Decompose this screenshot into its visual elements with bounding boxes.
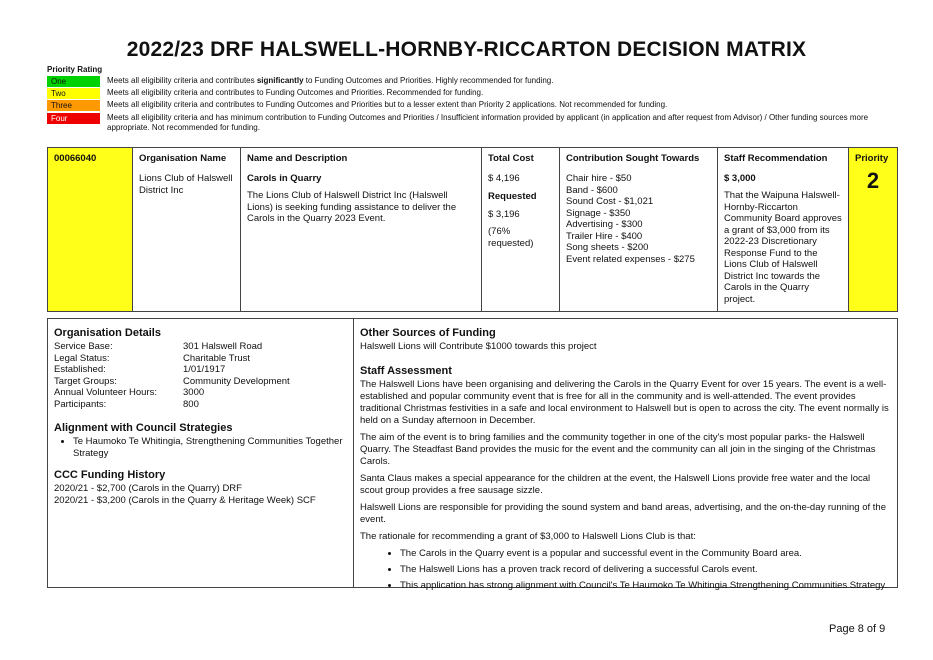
detail-key: Participants: [54,398,107,410]
list-item: Chair hire - $50 [566,173,632,184]
assessment-paragraph: The Halswell Lions have been organising and delivering the Carols in the Quarry Event for over 15 years. The event is a well-established and popular community event that is free for all in the community and is well-attended. The event provides traditional Christmas festivities in a safe and local environment to Halswell but is open to across the city. The event normally is held on a Sunday afternoon in December. [360,378,889,426]
priority-cell [849,148,898,312]
priority-swatch: Four [47,113,100,124]
contribution-cell [560,148,718,312]
staff-recommendation-cell [718,148,849,312]
organisation-details-panel [48,319,354,587]
list-item: • The Carols in the Quarry event is a popular and successful event in the Community Board area. [400,548,891,560]
decision-matrix-table [47,147,898,312]
priority-swatch: Three [47,100,100,111]
priority-description: Meets all eligibility criteria and has minimum contribution to Funding Outcomes and Priorities / Insufficient information provided by applicant (in application and after request from Advisor) / Other funding sources more appropriate. Not recommended for funding. [107,113,869,132]
list-item: • The Halswell Lions has a proven track record of delivering a successful Carols event. [400,564,891,576]
alignment-title: Alignment with Council Strategies [54,422,233,434]
detail-value: 301 Halswell Road [183,341,263,352]
priority-level-one [47,76,877,87]
priority-value: 2 [866,168,880,193]
org-name: Lions Club of Halswell District Inc [139,173,233,196]
detail-key: Legal Status: [54,352,110,364]
staff-amount: $ 3,000 [724,173,756,184]
other-funding-text: Halswell Lions will Contribute $1000 towards this project [360,341,597,352]
list-item: • This application has strong alignment with Council's Te Haumoko Te Whitingia Strengthening Communities Strategy. [400,580,891,592]
detail-key: Annual Volunteer Hours: [54,387,157,398]
assessment-panel [354,319,897,591]
project-description: The Lions Club of Halswell District Inc (Halswell Lions) is seeking funding assistance to deliver the Carols in the Quarry 2023 Event. [247,190,457,224]
priority-description: Meets all eligibility criteria and contributes to Funding Outcomes and Priorities but to a lesser extent than Priority 2 applications. Not recommended for funding. [107,100,668,109]
detail-row [54,353,347,365]
detail-row [54,387,347,399]
organisation-cell [133,148,241,312]
assessment-paragraph: Halswell Lions are responsible for providing the sound system and band areas, advertising, and the on-the-day running of the event. [360,501,886,525]
list-item: Song sheets - $200 [566,242,649,253]
detail-value: Charitable Trust [183,352,251,364]
staff-recommendation-text: That the Waipuna Halswell-Hornby-Riccarton Community Board approves a grant of $3,000 from its 2022-23 Discretionary Response Fund to the Lions Club of Halswell District Inc towards the Carols in the Quarry project. [724,190,842,305]
contribution-list [566,173,711,265]
name-header: Name and Description [247,153,348,164]
staff-header: Staff Recommendation [724,153,828,164]
detail-row [54,376,347,388]
detail-row [54,399,347,411]
name-description-cell [241,148,482,312]
list-item: 2020/21 - $2,700 (Carols in the Quarry) DRF [54,483,242,494]
priority-swatch: One [47,76,100,87]
org-header: Organisation Name [139,153,227,164]
detail-row [54,341,347,353]
total-cost-cell [482,148,560,312]
detail-row [54,364,347,376]
application-id: 00066040 [54,153,97,164]
page-number: Page 8 of 9 [829,623,886,635]
priority-level-two [47,88,877,99]
page-title: 2022/23 DRF HALSWELL-HORNBY-RICCARTON DECISION MATRIX [126,38,807,61]
priority-level-three [47,100,877,111]
detail-key: Service Base: [54,341,113,352]
org-details-title: Organisation Details [54,327,161,339]
priority-swatch: Two [47,88,100,99]
priority-level-four [47,113,877,133]
list-item: Trailer Hire - $400 [566,230,643,242]
other-funding-title: Other Sources of Funding [360,327,496,339]
detail-value: Community Development [183,375,290,387]
total-cost: $ 4,196 [488,173,520,184]
application-id-cell [48,148,133,312]
list-item: Sound Cost - $1,021 [566,196,654,207]
list-item: • Te Haumoko Te Whitingia, Strengthening Communities Together Strategy [73,436,347,459]
detail-key: Established: [54,364,106,375]
list-item: Event related expenses - $275 [566,253,695,265]
staff-assessment-title: Staff Assessment [360,364,452,377]
list-item: 2020/21 - $3,200 (Carols in the Quarry & Heritage Week) SCF [54,494,316,506]
requested-amount: $ 3,196 [488,209,520,220]
contribution-header: Contribution Sought Towards [566,153,700,164]
project-name: Carols in Quarry [247,173,322,184]
detail-value: 3000 [183,387,205,398]
table-row [48,148,898,312]
detail-value: 1/01/1917 [183,364,226,375]
list-item: Advertising - $300 [566,219,643,230]
details-panel [47,318,898,591]
priority-header: Priority [855,153,889,164]
priority-description: Meets all eligibility criteria and contributes to Funding Outcomes and Priorities. Recommended for funding. [107,88,484,97]
funding-history-title: CCC Funding History [54,469,166,481]
detail-key: Target Groups: [54,375,117,387]
assessment-paragraph: Santa Claus makes a special appearance for the children at the event, the Halswell Lions provide free water and the local scout group provides a free sausage sizzle. [360,472,871,496]
requested-label: Requested [488,191,537,202]
priority-description: Meets all eligibility criteria and contributes significantly to Funding Outcomes and Priorities. Highly recommended for funding. [107,76,554,85]
rationale-list [382,548,891,592]
assessment-paragraph: The aim of the event is to bring families and the community together in one of the city's most popular parks- the Halswell Quarry. The Steadfast Band provides the music for the event and the community can all join in the singing of the Christmas Carols. [360,431,876,467]
requested-percent: (76% requested) [488,226,534,249]
assessment-paragraph: The rationale for recommending a grant of $3,000 to Halswell Lions Club is that: [360,530,696,542]
alignment-list [54,436,347,459]
list-item: Signage - $350 [566,207,631,219]
priority-rating-heading: Priority Rating [47,65,103,74]
cost-header: Total Cost [488,153,534,164]
detail-value: 800 [183,398,199,410]
list-item: Band - $600 [566,184,618,196]
